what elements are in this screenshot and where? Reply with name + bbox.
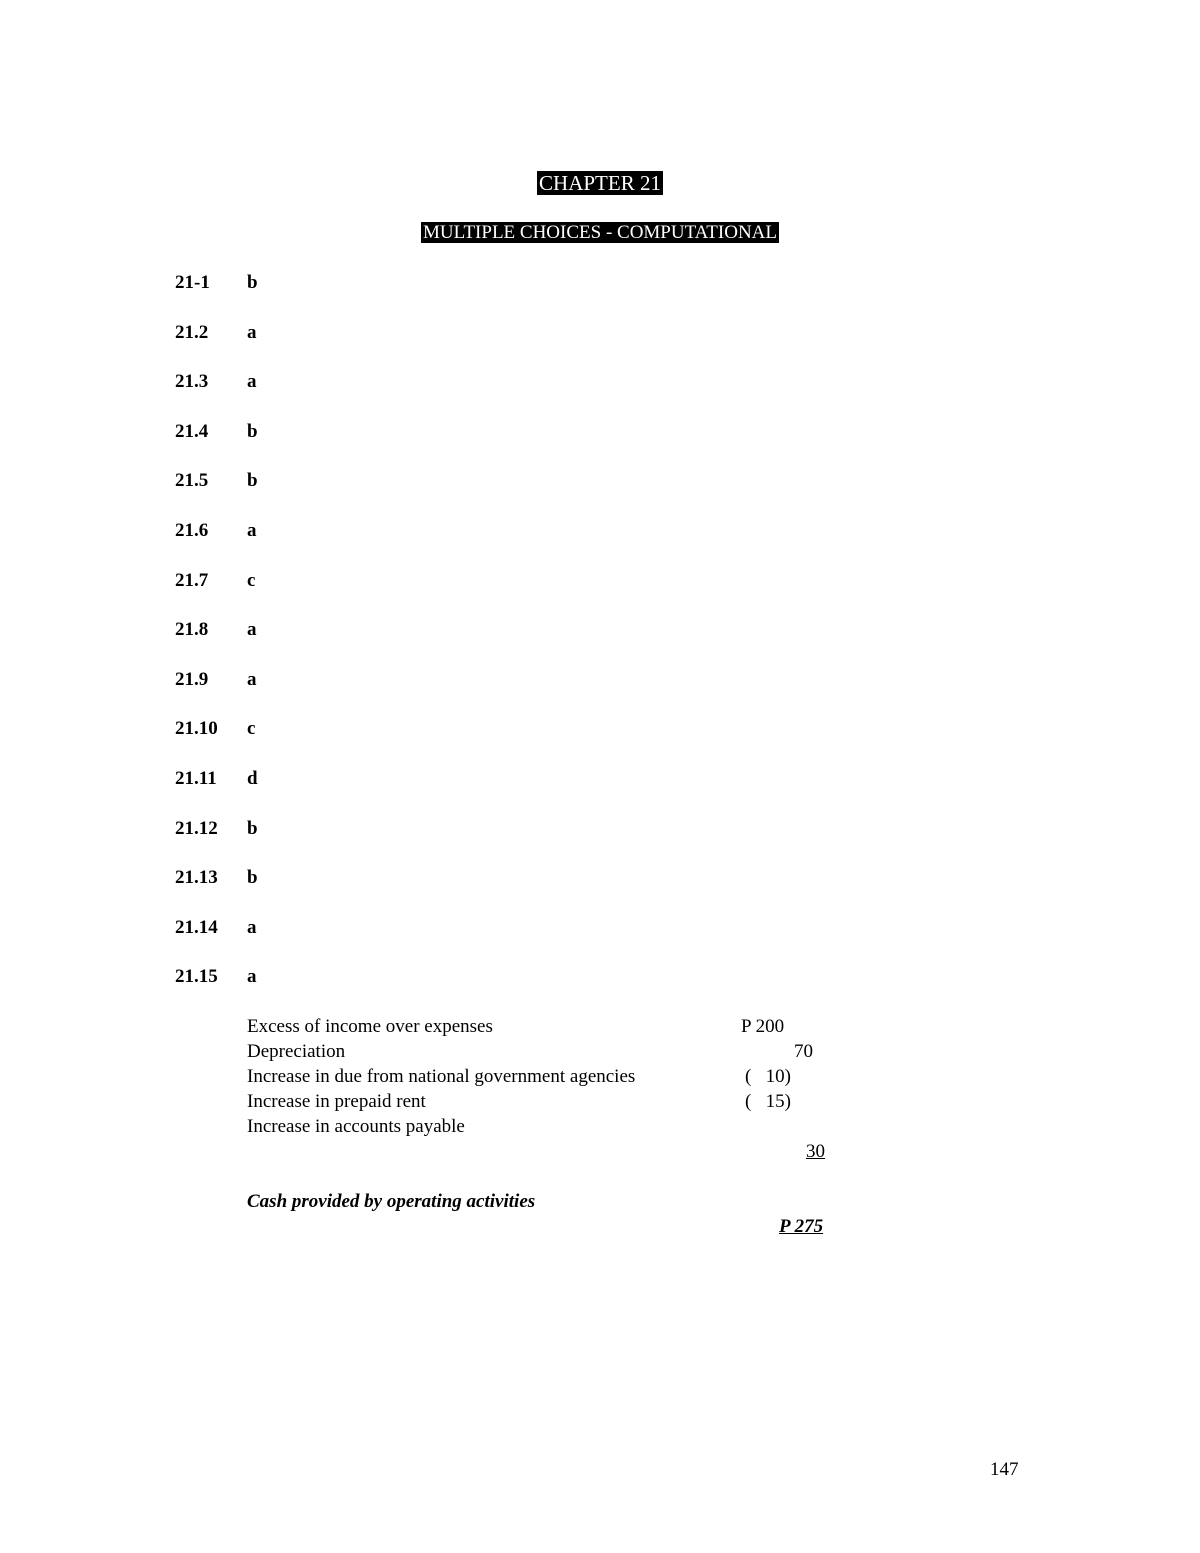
computation-total-row bbox=[247, 1189, 825, 1264]
answer-row bbox=[175, 617, 287, 667]
answer-letter: b bbox=[247, 470, 258, 492]
answer-row bbox=[175, 419, 287, 469]
answer-letter: a bbox=[247, 321, 257, 343]
computation-amount: P 200 bbox=[741, 1016, 785, 1037]
answer-letter: b bbox=[247, 272, 258, 293]
question-number: 21.4 bbox=[175, 420, 209, 442]
answer-row bbox=[175, 816, 287, 866]
answer-row bbox=[175, 766, 287, 816]
answer-letter: a bbox=[247, 966, 257, 988]
computation-amount: ( 15) bbox=[745, 1091, 791, 1112]
question-number: 21.12 bbox=[175, 817, 218, 839]
question-number: 21.11 bbox=[175, 767, 217, 789]
question-number: 21.10 bbox=[175, 718, 218, 740]
question-number: 21-1 bbox=[175, 272, 210, 293]
computation-total-amount bbox=[741, 1189, 825, 1264]
answer-row bbox=[175, 667, 287, 717]
question-number: 21.13 bbox=[175, 867, 218, 889]
cash-flow-computation-table bbox=[247, 1014, 825, 1264]
question-number: 21.2 bbox=[175, 321, 209, 343]
section-title bbox=[0, 221, 1200, 245]
answer-letter: d bbox=[247, 767, 258, 789]
answer-row bbox=[175, 716, 287, 766]
answer-letter: c bbox=[247, 569, 256, 591]
question-number: 21.9 bbox=[175, 668, 209, 690]
answer-row bbox=[175, 915, 287, 965]
answer-letter: b bbox=[247, 817, 258, 839]
question-number: 21.7 bbox=[175, 569, 209, 591]
computation-label: Increase in prepaid rent bbox=[247, 1091, 426, 1112]
computation-row bbox=[247, 1114, 825, 1189]
answer-row bbox=[175, 468, 287, 518]
question-number: 21.5 bbox=[175, 470, 209, 492]
question-number: 21.6 bbox=[175, 519, 209, 541]
chapter-title bbox=[0, 170, 1200, 196]
computation-label: Depreciation bbox=[247, 1041, 346, 1062]
computation-label: Excess of income over expenses bbox=[247, 1016, 493, 1037]
answer-letter: b bbox=[247, 420, 258, 442]
answer-row bbox=[175, 568, 287, 618]
answer-row bbox=[175, 865, 287, 915]
answer-row bbox=[175, 270, 287, 320]
computation-label: Increase in due from national government agencies bbox=[247, 1066, 636, 1087]
computation-label: Increase in accounts payable bbox=[247, 1116, 465, 1137]
chapter-title-text: CHAPTER 21 bbox=[539, 171, 661, 195]
question-number: 21.14 bbox=[175, 916, 218, 938]
answer-row bbox=[175, 964, 287, 1014]
computation-row bbox=[247, 1014, 825, 1039]
answer-letter: a bbox=[247, 371, 257, 393]
answer-letter: c bbox=[247, 718, 256, 740]
section-title-text: MULTIPLE CHOICES - COMPUTATIONAL bbox=[422, 222, 778, 243]
page-number: 147 bbox=[990, 1459, 1019, 1480]
answer-letter: a bbox=[247, 519, 257, 541]
question-number: 21.15 bbox=[175, 966, 218, 988]
computation-row bbox=[247, 1064, 825, 1089]
computation-amount: 70 bbox=[794, 1041, 813, 1062]
question-number: 21.3 bbox=[175, 371, 209, 393]
computation-amount bbox=[741, 1114, 825, 1189]
answer-letter: a bbox=[247, 916, 257, 938]
computation-amount: ( 10) bbox=[745, 1066, 791, 1087]
answer-letter: b bbox=[247, 867, 258, 889]
answer-letter: a bbox=[247, 668, 257, 690]
computation-row bbox=[247, 1039, 825, 1064]
answer-row bbox=[175, 369, 287, 419]
computation-total-label: Cash provided by operating activities bbox=[247, 1191, 536, 1212]
answer-row bbox=[175, 320, 287, 370]
computation-amount-underlined: 30 bbox=[806, 1141, 825, 1162]
question-number: 21.8 bbox=[175, 619, 209, 641]
computation-total-amount-text: P 275 bbox=[779, 1216, 824, 1237]
computation-row bbox=[247, 1089, 825, 1114]
answer-letter: a bbox=[247, 619, 257, 641]
answer-list bbox=[175, 270, 287, 1014]
answer-row bbox=[175, 518, 287, 568]
